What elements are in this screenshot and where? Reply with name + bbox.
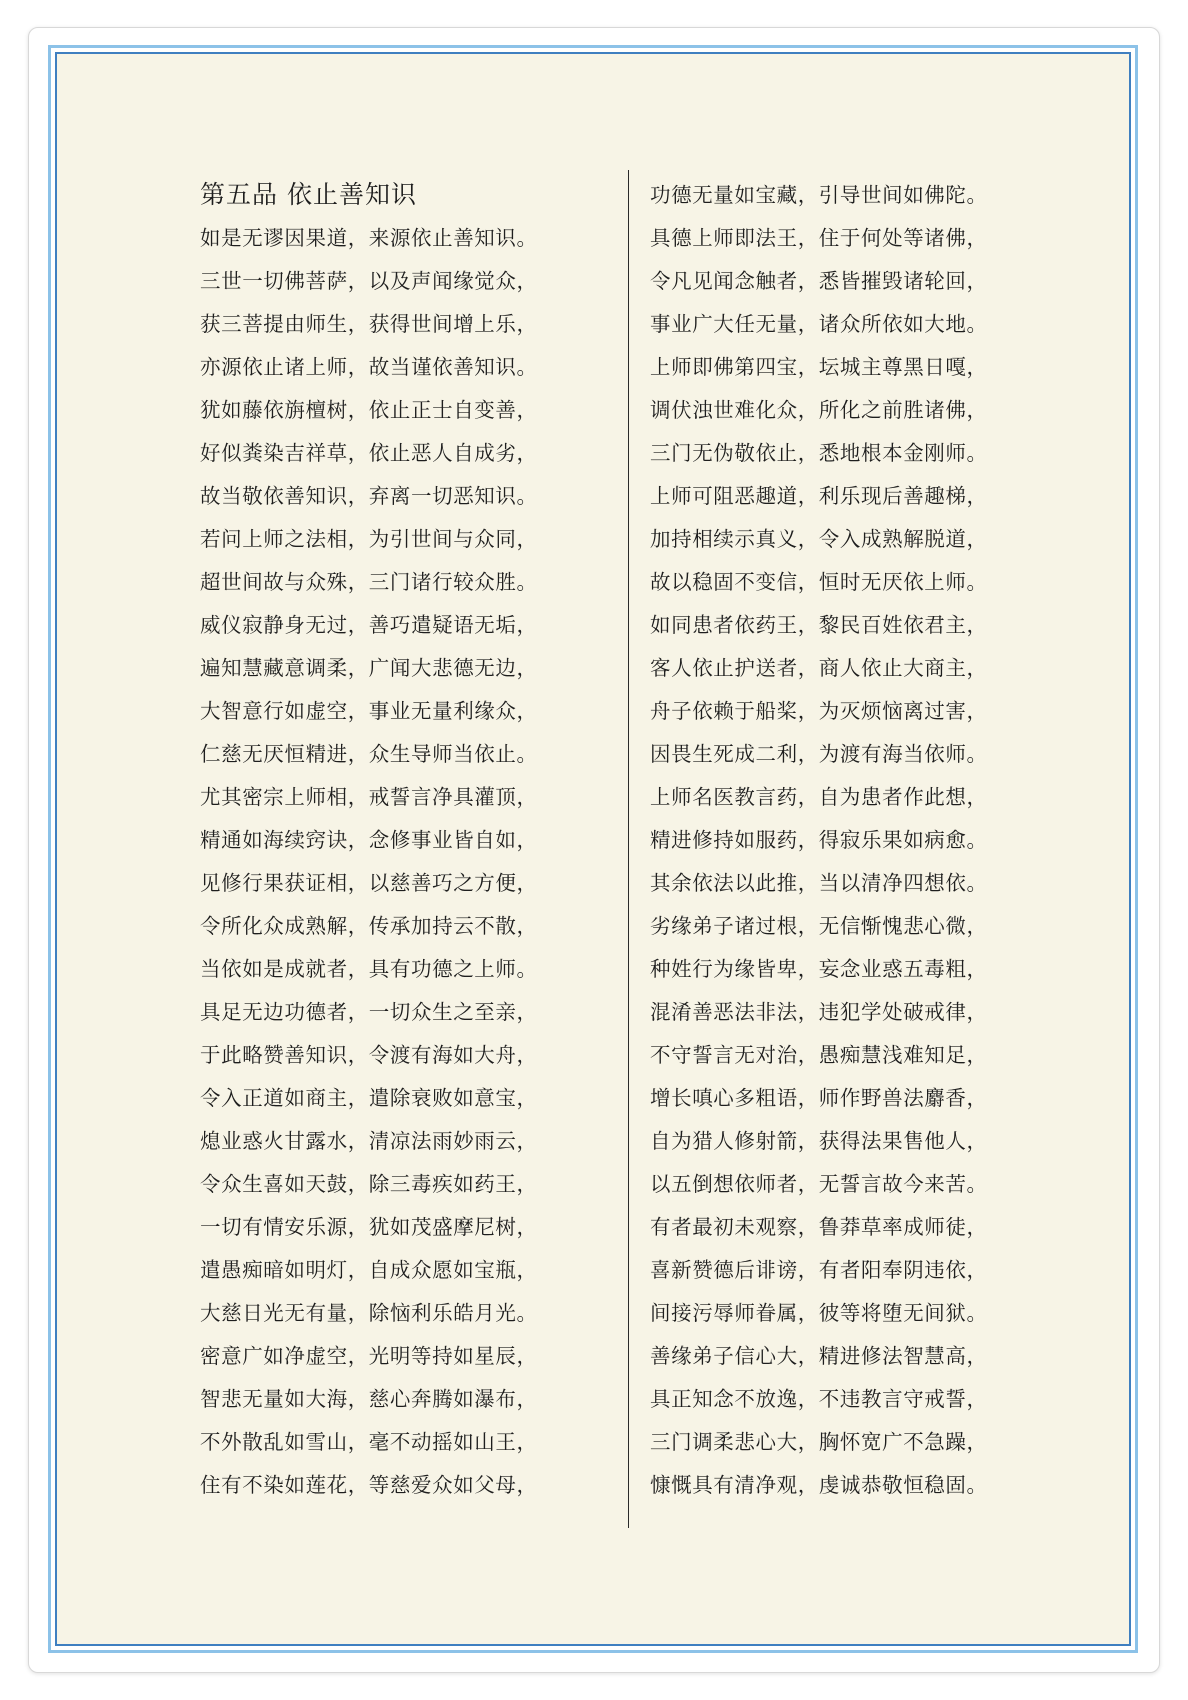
verse-line: 获三菩提由师生，获得世间增上乐， [200, 312, 538, 336]
verse-line: 有者最初未观察，鲁莽草率成师徒， [650, 1215, 988, 1239]
verse-line: 上师即佛第四宝，坛城主尊黑日嘎， [650, 355, 988, 379]
verse-line: 故当敬依善知识，弃离一切恶知识。 [200, 484, 538, 508]
verse-line: 熄业惑火甘露水，清凉法雨妙雨云， [200, 1129, 538, 1153]
right-verse-list [650, 169, 1070, 1507]
verse-line: 密意广如净虚空，光明等持如星辰， [200, 1344, 538, 1368]
verse-line: 亦源依止诸上师，故当谨依善知识。 [200, 355, 538, 379]
right-column [650, 169, 1070, 1507]
verse-line: 增长嗔心多粗语，师作野兽法麝香， [650, 1086, 988, 1110]
verse-line: 劣缘弟子诸过根，无信惭愧悲心微， [650, 914, 988, 938]
verse-line: 以五倒想依师者，无誓言故今来苦。 [650, 1172, 988, 1196]
verse-line: 上师名医教言药，自为患者作此想， [650, 785, 988, 809]
verse-line: 超世间故与众殊，三门诸行较众胜。 [200, 570, 538, 594]
verse-line: 上师可阻恶趣道，利乐现后善趣梯， [650, 484, 988, 508]
verse-line: 遍知慧藏意调柔，广闻大悲德无边， [200, 656, 538, 680]
verse-line: 大慈日光无有量，除恼利乐皓月光。 [200, 1301, 538, 1325]
column-divider [628, 170, 629, 1528]
verse-line: 尤其密宗上师相，戒誓言净具灌顶， [200, 785, 538, 809]
verse-line: 威仪寂静身无过，善巧遣疑语无垢， [200, 613, 538, 637]
verse-line: 令众生喜如天鼓，除三毒疾如药王， [200, 1172, 538, 1196]
verse-line: 具正知念不放逸，不违教言守戒誓， [650, 1387, 988, 1411]
verse-line: 如同患者依药王，黎民百姓依君主， [650, 613, 988, 637]
verse-line: 精通如海续窍诀，念修事业皆自如， [200, 828, 538, 852]
verse-line: 智悲无量如大海，慈心奔腾如瀑布， [200, 1387, 538, 1411]
verse-line: 一切有情安乐源，犹如茂盛摩尼树， [200, 1215, 538, 1239]
page-content [60, 57, 1126, 1641]
verse-line: 仁慈无厌恒精进，众生导师当依止。 [200, 742, 538, 766]
verse-line: 令入正道如商主，遣除衰败如意宝， [200, 1086, 538, 1110]
verse-line: 当依如是成就者，具有功德之上师。 [200, 957, 538, 981]
verse-line: 其余依法以此推，当以清净四想依。 [650, 871, 988, 895]
verse-line: 犹如藤依旃檀树，依止正士自变善， [200, 398, 538, 422]
verse-line: 见修行果获证相，以慈善巧之方便， [200, 871, 538, 895]
verse-line: 因畏生死成二利，为渡有海当依师。 [650, 742, 988, 766]
verse-line: 大智意行如虚空，事业无量利缘众， [200, 699, 538, 723]
verse-line: 令所化众成熟解，传承加持云不散， [200, 914, 538, 938]
verse-line: 调伏浊世难化众，所化之前胜诸佛， [650, 398, 988, 422]
verse-line: 加持相续示真义，令入成熟解脱道， [650, 527, 988, 551]
verse-line: 故以稳固不变信，恒时无厌依上师。 [650, 570, 988, 594]
left-verse-list [200, 169, 620, 1507]
verse-line: 功德无量如宝藏，引导世间如佛陀。 [650, 183, 988, 207]
section-title: 第五品 依止善知识 [200, 180, 417, 209]
verse-line: 如是无谬因果道，来源依止善知识。 [200, 226, 538, 250]
verse-line: 不外散乱如雪山，毫不动摇如山王， [200, 1430, 538, 1454]
verse-line: 客人依止护送者，商人依止大商主， [650, 656, 988, 680]
verse-line: 遣愚痴暗如明灯，自成众愿如宝瓶， [200, 1258, 538, 1282]
verse-line: 事业广大任无量，诸众所依如大地。 [650, 312, 988, 336]
verse-line: 种姓行为缘皆卑，妄念业惑五毒粗， [650, 957, 988, 981]
verse-line: 住有不染如莲花，等慈爱众如父母， [200, 1473, 538, 1497]
verse-line: 慷慨具有清净观，虔诚恭敬恒稳固。 [650, 1473, 988, 1497]
verse-line: 舟子依赖于船桨，为灭烦恼离过害， [650, 699, 988, 723]
verse-line: 混淆善恶法非法，违犯学处破戒律， [650, 1000, 988, 1024]
verse-line: 具足无边功德者，一切众生之至亲， [200, 1000, 538, 1024]
verse-line: 令凡见闻念触者，悉皆摧毁诸轮回， [650, 269, 988, 293]
left-column [200, 169, 620, 1507]
verse-line: 三门无伪敬依止，悉地根本金刚师。 [650, 441, 988, 465]
verse-line: 三世一切佛菩萨，以及声闻缘觉众， [200, 269, 538, 293]
verse-line: 喜新赞德后诽谤，有者阳奉阴违依， [650, 1258, 988, 1282]
verse-line: 三门调柔悲心大，胸怀宽广不急躁， [650, 1430, 988, 1454]
verse-line: 于此略赞善知识，令渡有海如大舟， [200, 1043, 538, 1067]
verse-line: 若问上师之法相，为引世间与众同， [200, 527, 538, 551]
verse-line: 具德上师即法王，住于何处等诸佛， [650, 226, 988, 250]
verse-line: 自为猎人修射箭，获得法果售他人， [650, 1129, 988, 1153]
verse-line: 精进修持如服药，得寂乐果如病愈。 [650, 828, 988, 852]
verse-line: 善缘弟子信心大，精进修法智慧高， [650, 1344, 988, 1368]
verse-line: 间接污辱师眷属，彼等将堕无间狱。 [650, 1301, 988, 1325]
verse-line: 不守誓言无对治，愚痴慧浅难知足， [650, 1043, 988, 1067]
verse-line: 好似粪染吉祥草，依止恶人自成劣， [200, 441, 538, 465]
